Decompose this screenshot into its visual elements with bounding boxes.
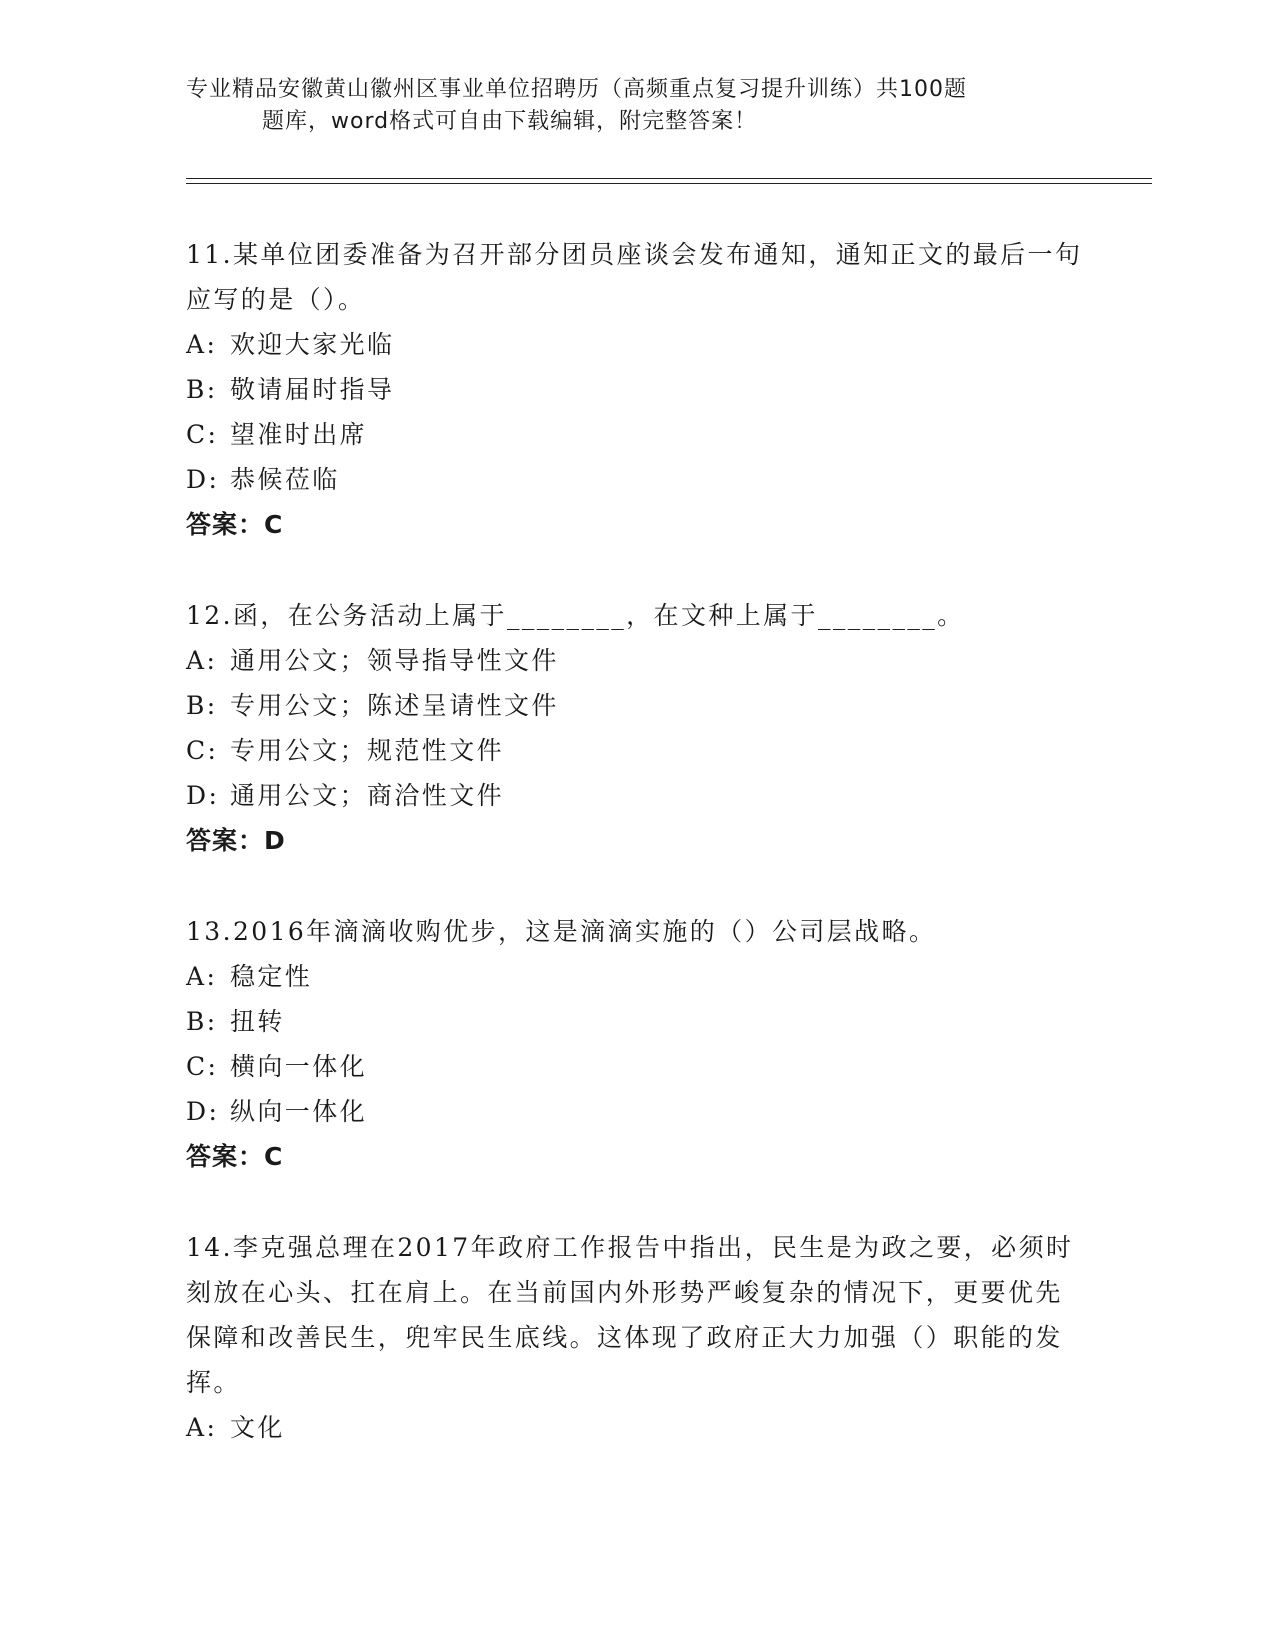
option-text: 稳定性 [230, 962, 313, 991]
option-b [186, 683, 1086, 728]
option-text: 横向一体化 [230, 1052, 368, 1081]
option-b [186, 999, 1086, 1044]
answer-line: 答案：D [186, 826, 286, 855]
question-item [186, 909, 1086, 1179]
question-spacer [186, 863, 1086, 909]
question-spacer [186, 1179, 1086, 1225]
question-item [186, 1225, 1086, 1450]
question-list [186, 232, 1086, 1450]
option-letter: B: [186, 375, 218, 404]
question-text: 12.函，在公务活动上属于________，在文种上属于________。 [186, 601, 965, 630]
header-divider-top [186, 178, 1152, 179]
option-text: 通用公文；商洽性文件 [230, 781, 505, 810]
option-text: 专用公文；陈述呈请性文件 [230, 691, 559, 720]
header-title-line1: 专业精品安徽黄山徽州区事业单位招聘历（高频重点复习提升训练）共100题 [186, 77, 967, 102]
option-letter: A: [186, 962, 218, 991]
question-item [186, 232, 1086, 547]
answer-line: 答案：C [186, 1142, 284, 1171]
option-letter: B: [186, 691, 218, 720]
option-letter: A: [186, 1413, 218, 1442]
option-text: 恭候莅临 [230, 465, 340, 494]
option-a [186, 954, 1086, 999]
option-letter: C: [186, 1052, 219, 1081]
option-c [186, 1044, 1086, 1089]
option-letter: C: [186, 420, 219, 449]
option-text: 通用公文；领导指导性文件 [230, 646, 559, 675]
option-a [186, 1405, 1086, 1450]
option-c [186, 412, 1086, 457]
question-text: 14.李克强总理在2017年政府工作报告中指出，民生是为政之要，必须时刻放在心头、扛在肩上。在当前国内外形势严峻复杂的情况下，更要优先保障和改善民生，兜牢民生底线。这体现了政府正大力加强（）职能的发挥。 [186, 1233, 1074, 1397]
option-b [186, 367, 1086, 412]
document-header [186, 74, 1046, 138]
question-text: 13.2016年滴滴收购优步，这是滴滴实施的（）公司层战略。 [186, 917, 937, 946]
option-d [186, 1089, 1086, 1134]
option-c [186, 728, 1086, 773]
option-letter: A: [186, 330, 218, 359]
option-text: 扭转 [230, 1007, 285, 1036]
option-text: 欢迎大家光临 [230, 330, 395, 359]
option-a [186, 638, 1086, 683]
option-text: 专用公文；规范性文件 [230, 736, 505, 765]
option-letter: D: [186, 465, 220, 494]
option-letter: D: [186, 781, 220, 810]
option-text: 望准时出席 [230, 420, 368, 449]
option-d [186, 457, 1086, 502]
question-spacer [186, 547, 1086, 593]
header-divider-bottom [186, 183, 1152, 184]
question-item [186, 593, 1086, 863]
question-text: 11.某单位团委准备为召开部分团员座谈会发布通知，通知正文的最后一句应写的是（）。 [186, 240, 1083, 314]
header-title-line2: 题库，word格式可自由下载编辑，附完整答案！ [262, 109, 758, 134]
answer-line: 答案：C [186, 510, 284, 539]
option-d [186, 773, 1086, 818]
option-a [186, 322, 1086, 367]
option-text: 纵向一体化 [230, 1097, 368, 1126]
option-letter: B: [186, 1007, 218, 1036]
option-text: 敬请届时指导 [230, 375, 395, 404]
option-letter: D: [186, 1097, 220, 1126]
option-letter: A: [186, 646, 218, 675]
option-text: 文化 [230, 1413, 285, 1442]
option-letter: C: [186, 736, 219, 765]
